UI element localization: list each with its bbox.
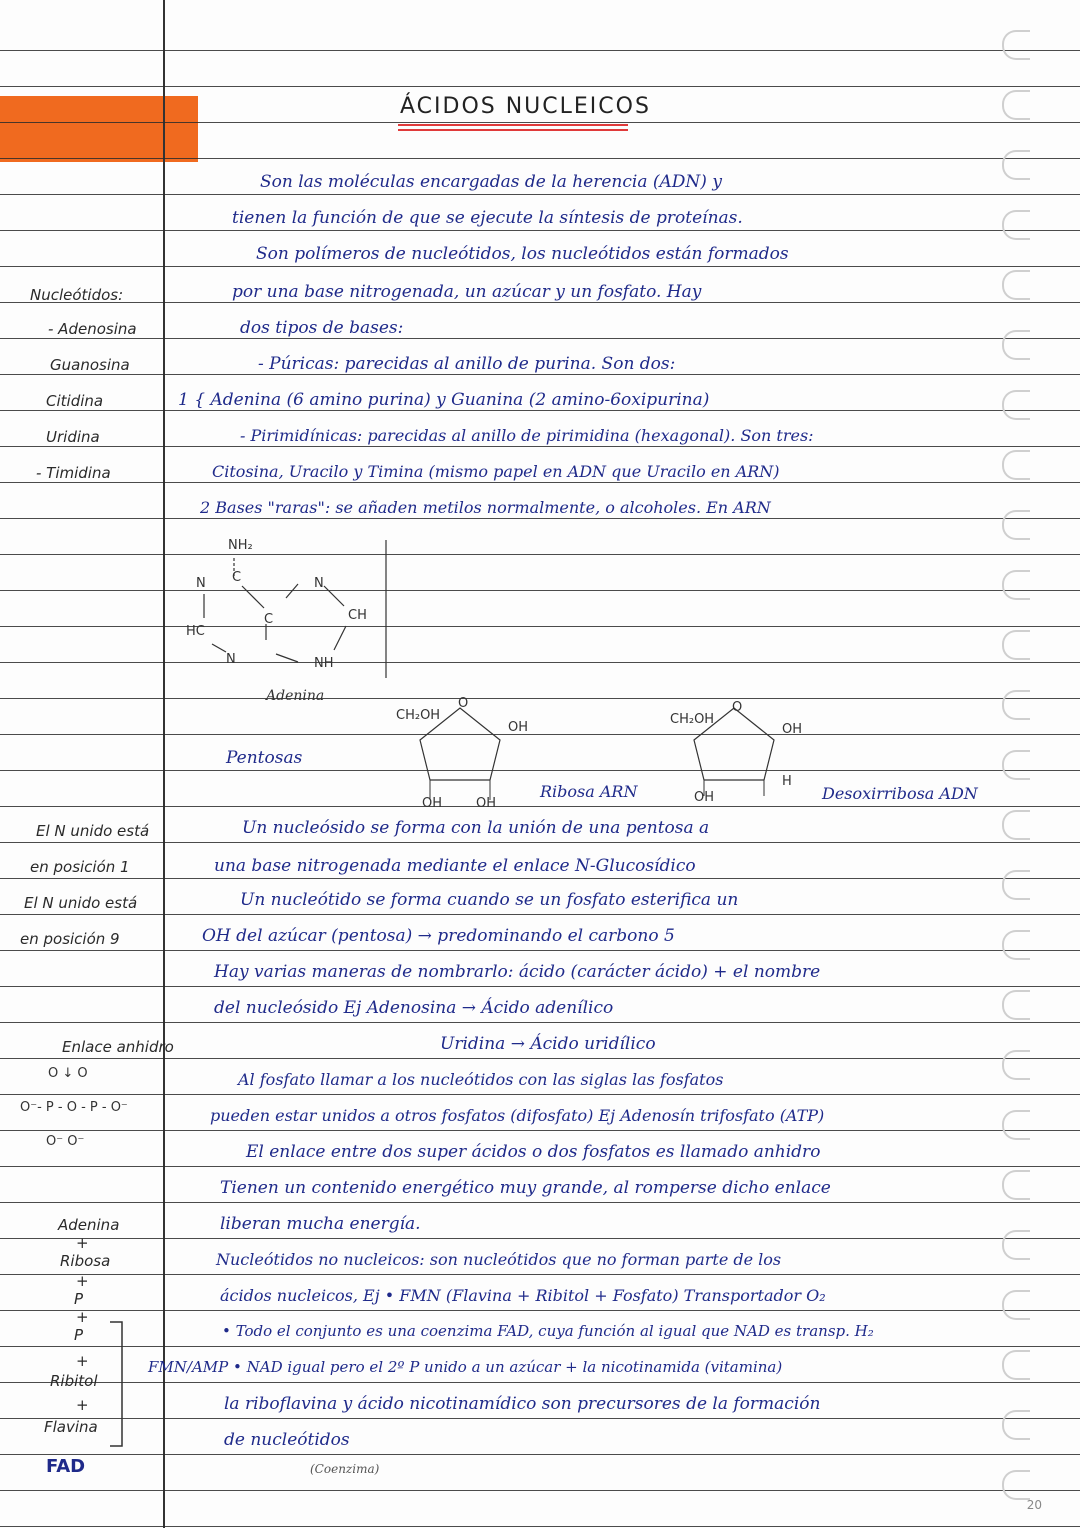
margin-note-plus-5: + bbox=[76, 1396, 89, 1414]
ruled-line bbox=[0, 302, 1080, 303]
ruled-line bbox=[0, 986, 1080, 987]
margin-note-p-2: P bbox=[74, 1326, 84, 1344]
margin-note-p-1: P bbox=[74, 1290, 84, 1308]
ruled-line bbox=[0, 1346, 1080, 1347]
binder-ring bbox=[1002, 1290, 1030, 1320]
body-line-18: Al fosfato llamar a los nucleótidos con las siglas las fosfatos bbox=[238, 1070, 724, 1089]
ruled-line bbox=[0, 1238, 1080, 1239]
binder-ring bbox=[1002, 990, 1030, 1020]
ruled-line bbox=[0, 1490, 1080, 1491]
binder-ring bbox=[1002, 630, 1030, 660]
ruled-line bbox=[0, 1022, 1080, 1023]
ruled-line bbox=[0, 950, 1080, 951]
ruled-line bbox=[0, 230, 1080, 231]
body-line-1: Son las moléculas encargadas de la herencia (ADN) y bbox=[260, 172, 722, 192]
ruled-line bbox=[0, 1166, 1080, 1167]
margin-note-adenina: Adenina bbox=[58, 1216, 120, 1234]
body-line-13: Un nucleótido se forma cuando se un fosfato esterifica un bbox=[240, 890, 739, 910]
body-line-27: la riboflavina y ácido nicotinamídico son precursores de la formación bbox=[224, 1394, 821, 1414]
orange-tab-marker bbox=[0, 96, 198, 162]
ruled-line bbox=[0, 194, 1080, 195]
margin-note-adenosina: - Adenosina bbox=[48, 320, 137, 338]
title-underline bbox=[398, 124, 628, 126]
binder-ring bbox=[1002, 270, 1030, 300]
margin-note-n-unido-1a: El N unido está bbox=[36, 822, 150, 840]
margin-note-ribosa: Ribosa bbox=[60, 1252, 111, 1270]
ruled-line bbox=[0, 1130, 1080, 1131]
title-underline-2 bbox=[398, 129, 628, 131]
binder-ring bbox=[1002, 90, 1030, 120]
binder-ring bbox=[1002, 30, 1030, 60]
deoxyribose-o: O bbox=[732, 700, 743, 715]
body-line-23: Nucleótidos no nucleicos: son nucleótidos que no forman parte de los bbox=[216, 1250, 782, 1269]
margin-note-fad: FAD bbox=[46, 1456, 86, 1477]
ruled-line bbox=[0, 626, 1080, 627]
ruled-line bbox=[0, 374, 1080, 375]
binder-ring bbox=[1002, 210, 1030, 240]
ruled-line bbox=[0, 1202, 1080, 1203]
anhydride-top: O ↓ O bbox=[48, 1066, 88, 1081]
binder-ring bbox=[1002, 450, 1030, 480]
body-line-10: 2 Bases "raras": se añaden metilos normalmente, o alcoholes. En ARN bbox=[200, 498, 771, 517]
ruled-line bbox=[0, 158, 1080, 159]
ribose-caption: Ribosa ARN bbox=[540, 782, 638, 801]
ruled-line bbox=[0, 1526, 1080, 1527]
margin-note-uridina: Uridina bbox=[46, 428, 100, 446]
body-line-16: del nucleósido Ej Adenosina → Ácido adenílico bbox=[214, 998, 614, 1018]
body-line-15: Hay varias maneras de nombrarlo: ácido (carácter ácido) + el nombre bbox=[214, 962, 821, 982]
body-line-3: Son polímeros de nucleótidos, los nucleótidos están formados bbox=[256, 244, 789, 264]
ruled-line bbox=[0, 1382, 1080, 1383]
body-line-7: 1 { Adenina (6 amino purina) y Guanina (2 amino-6oxipurina) bbox=[178, 390, 710, 410]
margin-note-enlace-anhidro: Enlace anhidro bbox=[62, 1038, 174, 1056]
margin-note-plus-2: + bbox=[76, 1272, 89, 1290]
adenine-n-bottom: N bbox=[226, 652, 236, 667]
body-line-6: - Púricas: parecidas al anillo de purina. Son dos: bbox=[258, 354, 676, 374]
ruled-line bbox=[0, 806, 1080, 807]
adenine-nh2: NH₂ bbox=[228, 538, 253, 553]
deoxyribose-h: H bbox=[782, 774, 792, 789]
ruled-line bbox=[0, 518, 1080, 519]
margin-note-n-unido-9b: en posición 9 bbox=[20, 930, 120, 948]
ruled-line bbox=[0, 446, 1080, 447]
ruled-line bbox=[0, 50, 1080, 51]
body-line-12: una base nitrogenada mediante el enlace N-Glucosídico bbox=[214, 856, 696, 876]
binder-ring bbox=[1002, 870, 1030, 900]
ruled-line bbox=[0, 1310, 1080, 1311]
body-line-26: FMN/AMP • NAD igual pero el 2º P unido a un azúcar + la nicotinamida (vitamina) bbox=[148, 1358, 783, 1376]
ruled-line bbox=[0, 266, 1080, 267]
ruled-line bbox=[0, 590, 1080, 591]
binder-ring bbox=[1002, 1110, 1030, 1140]
ruled-line bbox=[0, 482, 1080, 483]
ruled-line bbox=[0, 842, 1080, 843]
ribose-oh-3: OH bbox=[476, 796, 497, 811]
body-line-8: - Pirimidínicas: parecidas al anillo de pirimidina (hexagonal). Son tres: bbox=[240, 426, 814, 445]
coenzima-note: (Coenzima) bbox=[310, 1462, 380, 1476]
binder-ring bbox=[1002, 1410, 1030, 1440]
binder-ring bbox=[1002, 810, 1030, 840]
body-line-22: liberan mucha energía. bbox=[220, 1214, 421, 1234]
adenine-caption: Adenina bbox=[266, 688, 325, 704]
ruled-line bbox=[0, 662, 1080, 663]
body-line-25: • Todo el conjunto es una coenzima FAD, cuya función al igual que NAD es transp. H₂ bbox=[222, 1322, 874, 1340]
binder-ring bbox=[1002, 390, 1030, 420]
deoxyribose-oh-2: OH bbox=[694, 790, 715, 805]
margin-note-guanosina: Guanosina bbox=[50, 356, 130, 374]
body-line-28: de nucleótidos bbox=[224, 1430, 350, 1450]
binder-ring bbox=[1002, 690, 1030, 720]
body-line-4: por una base nitrogenada, un azúcar y un fosfato. Hay bbox=[232, 282, 702, 302]
binder-ring bbox=[1002, 150, 1030, 180]
binder-ring bbox=[1002, 1170, 1030, 1200]
margin-note-citidina: Citidina bbox=[46, 392, 104, 410]
adenine-n-top: N bbox=[314, 576, 324, 591]
body-line-9: Citosina, Uracilo y Timina (mismo papel en ADN que Uracilo en ARN) bbox=[212, 462, 780, 481]
ribose-o: O bbox=[458, 696, 469, 711]
binder-ring bbox=[1002, 750, 1030, 780]
adenine-n-left: N bbox=[196, 576, 206, 591]
binder-ring bbox=[1002, 330, 1030, 360]
ruled-line bbox=[0, 1418, 1080, 1419]
body-line-14: OH del azúcar (pentosa) → predominando el carbono 5 bbox=[202, 926, 675, 946]
ruled-line bbox=[0, 554, 1080, 555]
ruled-line bbox=[0, 734, 1080, 735]
body-line-5: dos tipos de bases: bbox=[240, 318, 404, 338]
binder-ring bbox=[1002, 1350, 1030, 1380]
ribose-ch2oh: CH₂OH bbox=[396, 708, 441, 723]
deoxyribose-oh-1: OH bbox=[782, 722, 803, 737]
binder-ring bbox=[1002, 510, 1030, 540]
body-line-19: pueden estar unidos a otros fosfatos (difosfato) Ej Adenosín trifosfato (ATP) bbox=[210, 1106, 825, 1125]
body-line-17: Uridina → Ácido uridílico bbox=[440, 1034, 656, 1054]
margin-note-timidina: - Timidina bbox=[36, 464, 111, 482]
binder-ring bbox=[1002, 570, 1030, 600]
body-line-11: Un nucleósido se forma con la unión de una pentosa a bbox=[242, 818, 710, 838]
page-number: 20 bbox=[1026, 1498, 1042, 1512]
ruled-line bbox=[0, 410, 1080, 411]
ruled-line bbox=[0, 914, 1080, 915]
ruled-line bbox=[0, 770, 1080, 771]
body-line-2: tienen la función de que se ejecute la síntesis de proteínas. bbox=[232, 208, 743, 228]
ribose-oh-2: OH bbox=[422, 796, 443, 811]
ruled-line bbox=[0, 338, 1080, 339]
adenine-nh: NH bbox=[314, 656, 334, 671]
margin-note-n-unido-9a: El N unido está bbox=[24, 894, 138, 912]
ruled-line bbox=[0, 878, 1080, 879]
body-line-21: Tienen un contenido energético muy grande, al romperse dicho enlace bbox=[220, 1178, 831, 1198]
margin-note-plus-1: + bbox=[76, 1234, 89, 1252]
deoxyribose-caption: Desoxirribosa ADN bbox=[822, 784, 978, 803]
body-line-20: El enlace entre dos super ácidos o dos fosfatos es llamado anhidro bbox=[246, 1142, 821, 1162]
adenine-c-top: C bbox=[232, 570, 242, 585]
ruled-line bbox=[0, 122, 1080, 123]
ruled-line bbox=[0, 86, 1080, 87]
margin-note-n-unido-1b: en posición 1 bbox=[30, 858, 130, 876]
page-title: ÁCIDOS NUCLEICOS bbox=[400, 94, 651, 119]
margin-note-ribitol: Ribitol bbox=[50, 1372, 98, 1390]
binder-ring bbox=[1002, 1050, 1030, 1080]
margin-note-plus-4: + bbox=[76, 1352, 89, 1370]
anhydride-bottom: O⁻ O⁻ bbox=[46, 1134, 85, 1149]
margin-bracket bbox=[108, 1320, 128, 1450]
ruled-line bbox=[0, 1454, 1080, 1455]
ribose-oh-1: OH bbox=[508, 720, 529, 735]
ruled-line bbox=[0, 1094, 1080, 1095]
anhydride-formula: O⁻- P - O - P - O⁻ bbox=[20, 1100, 128, 1115]
pentosas-heading: Pentosas bbox=[226, 748, 303, 768]
adenine-ch: CH bbox=[348, 608, 367, 623]
body-line-24: ácidos nucleicos, Ej • FMN (Flavina + Ribitol + Fosfato) Transportador O₂ bbox=[220, 1286, 826, 1305]
ruled-line bbox=[0, 1274, 1080, 1275]
margin-note-plus-3: + bbox=[76, 1308, 89, 1326]
margin-note-flavina: Flavina bbox=[44, 1418, 98, 1436]
ruled-line bbox=[0, 698, 1080, 699]
binder-ring bbox=[1002, 930, 1030, 960]
margin-note-nucleotides: Nucleótidos: bbox=[30, 286, 124, 304]
binder-ring bbox=[1002, 1470, 1030, 1500]
adenine-hc: HC bbox=[186, 624, 205, 639]
deoxyribose-ch2oh: CH₂OH bbox=[670, 712, 715, 727]
ruled-line bbox=[0, 1058, 1080, 1059]
binder-ring bbox=[1002, 1230, 1030, 1260]
adenine-c-mid: C bbox=[264, 612, 274, 627]
